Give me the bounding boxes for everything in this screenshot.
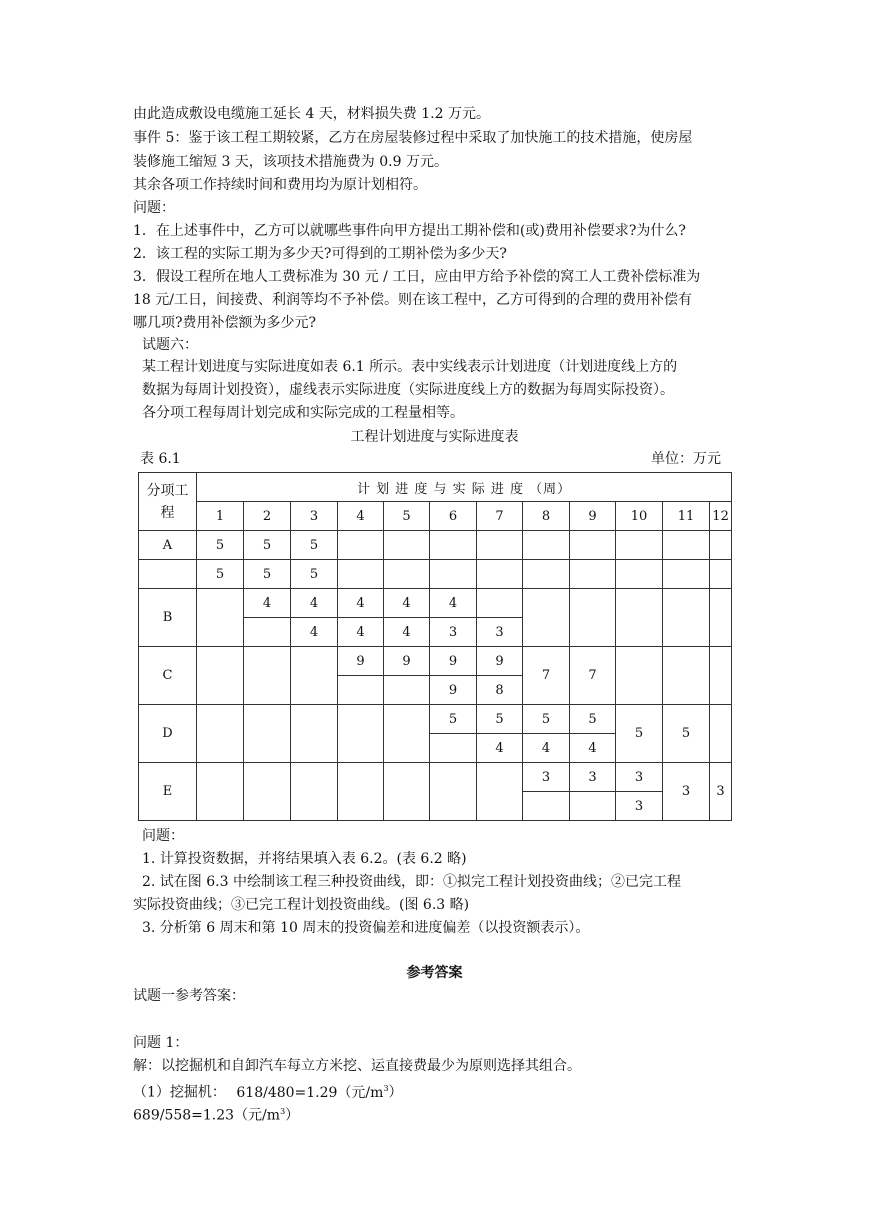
cell [430, 734, 477, 763]
text-line: 数据为每周计划投资），虚线表示实际进度（实际进度线上方的数据为每周实际投资）。 [142, 382, 674, 398]
cell [477, 763, 523, 821]
cell [291, 705, 338, 763]
text-line [133, 1102, 299, 1126]
cell [338, 705, 384, 763]
cell: 3 [663, 763, 710, 821]
cell [523, 531, 570, 560]
week-header: 6 [430, 502, 477, 531]
cell [570, 560, 616, 589]
cell: 9 [384, 647, 430, 676]
cell: 4 [384, 618, 430, 647]
superscript: 3 [383, 1084, 389, 1093]
cell: 9 [338, 647, 384, 676]
cell: 3 [570, 763, 616, 792]
cell [477, 589, 523, 618]
cell: 3 [616, 763, 663, 792]
cell [570, 589, 616, 647]
text-line: 某工程计划进度与实际进度如表 6.1 所示。表中实线表示计划进度（计划进度线上方的 [142, 359, 678, 375]
cell [384, 763, 430, 821]
cell [570, 792, 616, 821]
text-line: 实际投资曲线；③已完工程计划投资曲线。(图 6.3 略) [133, 897, 470, 913]
cell: 9 [430, 676, 477, 705]
cell: 3 [616, 792, 663, 821]
cell: 5 [244, 531, 291, 560]
week-header: 11 [663, 502, 710, 531]
text-line: 其余各项工作持续时间和费用均为原计划相符。 [133, 177, 427, 193]
week-header: 12 [710, 502, 732, 531]
text-line [133, 1079, 403, 1103]
cell: 3 [710, 763, 732, 821]
cell [616, 647, 663, 705]
cell [338, 676, 384, 705]
cell [338, 763, 384, 821]
week-header: 8 [523, 502, 570, 531]
text-line: 18 元/工日，间接费、利润等均不予补偿。则在该工程中，乙方可得到的合理的费用补偿有 [133, 292, 692, 308]
paren: ） [285, 1107, 300, 1124]
text-line: 问题： [133, 200, 175, 216]
cell: 4 [477, 734, 523, 763]
table-title: 工程计划进度与实际进度表 [350, 429, 519, 445]
cell: 5 [616, 705, 663, 763]
cell: 5 [523, 705, 570, 734]
cell: 5 [291, 560, 338, 589]
cell: 5 [291, 531, 338, 560]
progress-span-header: 计 划 进 度 与 实 际 进 度 （周） [197, 473, 732, 502]
text-line: 哪几项?费用补偿额为多少元? [133, 315, 317, 331]
cell: 5 [197, 531, 244, 560]
cell [384, 531, 430, 560]
row-label-c: C [139, 647, 197, 705]
answer-formula: 689/558=1.23（元/m [133, 1107, 281, 1124]
cell: 9 [430, 647, 477, 676]
answers-heading: 参考答案 [406, 965, 463, 981]
cell: 4 [291, 618, 338, 647]
text-line: 3. 分析第 6 周末和第 10 周末的投资偏差和进度偏差（以投资额表示）。 [142, 920, 590, 936]
cell: 5 [477, 705, 523, 734]
cell [477, 560, 523, 589]
cell: 7 [523, 647, 570, 705]
cell [570, 531, 616, 560]
cell [710, 647, 732, 705]
cell: 3 [523, 763, 570, 792]
text-line: 事件 5：鉴于该工程工期较紧，乙方在房屋装修过程中采取了加快施工的技术措施，使房屋 [133, 130, 693, 146]
week-header: 10 [616, 502, 663, 531]
cell [710, 589, 732, 647]
text-line: 2．该工程的实际工期为多少天?可得到的工期补偿为多少天? [133, 246, 507, 262]
cell [197, 763, 244, 821]
cell: 5 [244, 560, 291, 589]
text-line: 由此造成敷设电缆施工延长 4 天，材料损失费 1.2 万元。 [133, 106, 490, 122]
cell [384, 560, 430, 589]
cell [616, 531, 663, 560]
answer-label: （1）挖掘机： [133, 1084, 226, 1101]
text-line: 3．假设工程所在地人工费标准为 30 元 / 工日，应由甲方给予补偿的窝工人工费补偿标准为 [133, 269, 701, 285]
row-label-e: E [139, 763, 197, 821]
cell [197, 705, 244, 763]
cell [523, 792, 570, 821]
week-header: 7 [477, 502, 523, 531]
cell: 7 [570, 647, 616, 705]
cell [477, 531, 523, 560]
cell: 4 [570, 734, 616, 763]
cell [338, 560, 384, 589]
text-line: 问题 1： [133, 1035, 189, 1051]
cell [663, 560, 710, 589]
cell [244, 647, 291, 705]
row-label-a: A [139, 531, 197, 560]
week-header: 5 [384, 502, 430, 531]
week-header: 4 [338, 502, 384, 531]
week-header: 9 [570, 502, 616, 531]
text-line: 2. 试在图 6.3 中绘制该工程三种投资曲线，即：①拟完工程计划投资曲线；②已完工程 [142, 874, 681, 890]
cell [244, 618, 291, 647]
cell [663, 531, 710, 560]
cell [430, 560, 477, 589]
cell: 4 [523, 734, 570, 763]
cell [663, 589, 710, 647]
cell [710, 531, 732, 560]
text-line: 各分项工程每周计划完成和实际完成的工程量相等。 [142, 405, 464, 421]
week-header: 1 [197, 502, 244, 531]
cell [291, 647, 338, 705]
cell [291, 763, 338, 821]
cell [430, 531, 477, 560]
superscript: 3 [280, 1107, 286, 1116]
week-header: 2 [244, 502, 291, 531]
week-header: 3 [291, 502, 338, 531]
cell: 4 [244, 589, 291, 618]
cell [384, 705, 430, 763]
cell [384, 676, 430, 705]
cell: 5 [430, 705, 477, 734]
text-line: 试题一参考答案： [133, 988, 245, 1004]
text-line: 问题： [142, 828, 184, 844]
cell [139, 560, 197, 589]
cell: 4 [291, 589, 338, 618]
section-title: 试题六： [142, 337, 198, 353]
cell [710, 560, 732, 589]
text-line: 1. 计算投资数据，并将结果填入表 6.2。(表 6.2 略) [142, 851, 467, 867]
item-column-header: 分项工 程 [139, 473, 197, 531]
cell: 4 [430, 589, 477, 618]
cell [244, 763, 291, 821]
paren: ） [388, 1084, 403, 1101]
cell [523, 589, 570, 647]
text-line: 解：以挖掘机和自卸汽车每立方米挖、运直接费最少为原则选择其组合。 [133, 1058, 581, 1074]
answer-formula: 618/480=1.29（元/m [236, 1084, 384, 1101]
cell: 5 [197, 560, 244, 589]
cell: 4 [338, 618, 384, 647]
cell [338, 531, 384, 560]
cell: 5 [663, 705, 710, 763]
cell [197, 589, 244, 647]
table-number: 表 6.1 [140, 451, 181, 467]
cell: 9 [477, 647, 523, 676]
text-line: 装修施工缩短 3 天，该项技术措施费为 0.9 万元。 [133, 154, 448, 170]
cell [430, 763, 477, 821]
cell [616, 560, 663, 589]
cell: 3 [430, 618, 477, 647]
cell [523, 560, 570, 589]
text-line: 1．在上述事件中，乙方可以就哪些事件向甲方提出工期补偿和(或)费用补偿要求?为什么? [133, 223, 686, 239]
row-label-b: B [139, 589, 197, 647]
progress-table [138, 472, 732, 821]
cell [663, 647, 710, 705]
cell: 8 [477, 676, 523, 705]
cell: 3 [477, 618, 523, 647]
cell: 4 [338, 589, 384, 618]
cell: 5 [570, 705, 616, 734]
cell: 4 [384, 589, 430, 618]
cell [710, 705, 732, 763]
cell [244, 705, 291, 763]
cell [197, 647, 244, 705]
cell [616, 589, 663, 647]
row-label-d: D [139, 705, 197, 763]
table-unit: 单位：万元 [651, 451, 721, 467]
